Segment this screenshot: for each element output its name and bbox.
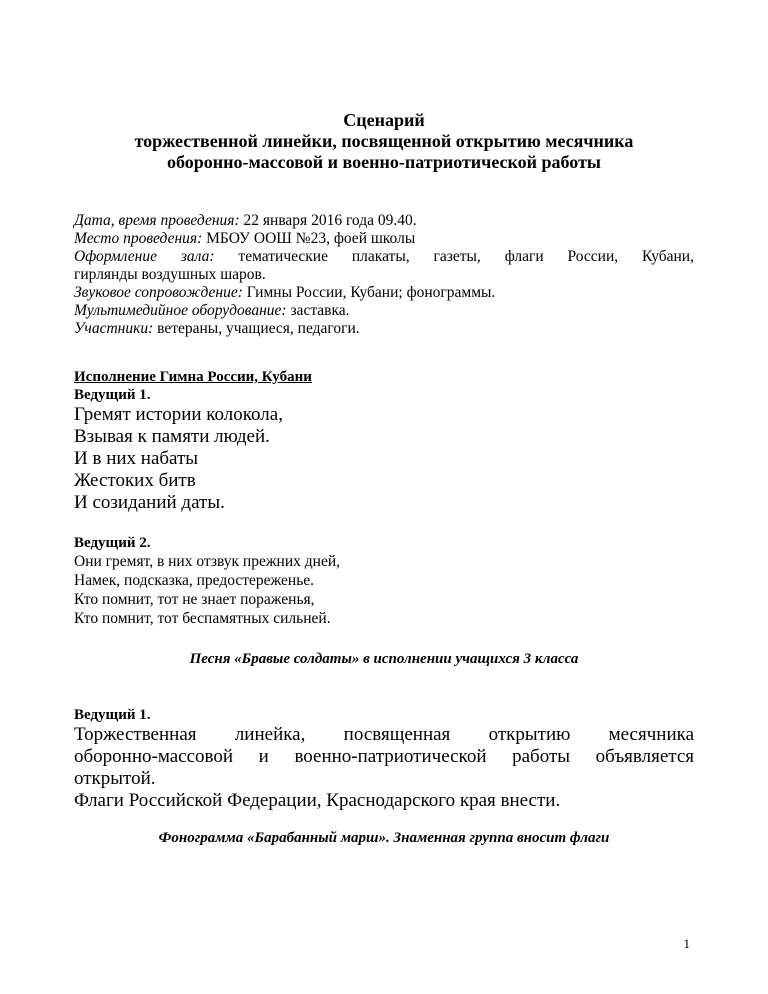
- meta-place-value: МБОУ ООШ №23, фоей школы: [202, 230, 416, 247]
- meta-decor-value-cont: гирлянды воздушных шаров.: [74, 266, 266, 283]
- paragraph-line: оборонно-массовой и военно-патриотической работы объявляется: [74, 746, 694, 767]
- verse-line: Они гремят, в них отзвук прежних дней,: [74, 553, 341, 570]
- verse-line: Взывая к памяти людей.: [74, 426, 270, 447]
- verse-line: Кто помнит, тот не знает пораженья,: [74, 591, 315, 608]
- anthem-heading: Исполнение Гимна России, Кубани: [74, 369, 312, 385]
- verse-line: И созиданий даты.: [74, 492, 225, 513]
- speaker-label: Ведущий 1.: [74, 387, 151, 403]
- meta-media-row: [74, 302, 694, 320]
- meta-decor-label: Оформление зала:: [74, 248, 215, 265]
- paragraph-line: открытой.: [74, 768, 156, 789]
- meta-decor-value: тематические плакаты, газеты, флаги России, Кубани,: [214, 248, 694, 265]
- meta-participants-value: ветераны, учащиеся, педагоги.: [153, 320, 360, 337]
- meta-decor-row-cont: [74, 266, 694, 284]
- meta-media-value: заставка.: [286, 302, 350, 319]
- meta-date-row: [74, 212, 694, 230]
- meta-date-label: Дата, время проведения:: [74, 212, 240, 229]
- song-stage-direction: Песня «Бравые солдаты» в исполнении учащихся 3 класса: [189, 651, 579, 667]
- event-details: [74, 212, 694, 338]
- verse-line: Жестоких битв: [74, 470, 196, 491]
- meta-sound-value: Гимны России, Кубани; фонограммы.: [242, 284, 496, 301]
- meta-participants-label: Участники:: [74, 320, 154, 337]
- title-block: [0, 110, 768, 173]
- meta-sound-label: Звуковое сопровождение:: [74, 284, 243, 301]
- paragraph-line: Торжественная линейка, посвященная открытию месячника: [74, 724, 694, 745]
- meta-sound-row: [74, 284, 694, 302]
- host1-section-b: [74, 706, 694, 812]
- meta-participants-row: [74, 320, 694, 338]
- verse-line: Гремят истории колокола,: [74, 404, 283, 425]
- speaker-label: Ведущий 1.: [74, 707, 151, 723]
- meta-place-row: [74, 230, 694, 248]
- verse-line: Кто помнит, тот беспамятных сильней.: [74, 610, 331, 627]
- speaker-label: Ведущий 2.: [74, 535, 151, 551]
- title-subtitle-line2: оборонно-массовой и военно-патриотической работы: [167, 152, 601, 172]
- meta-date-value: 22 января 2016 года 09.40.: [239, 212, 417, 229]
- meta-place-label: Место проведения:: [74, 230, 203, 247]
- page-number: 1: [683, 936, 690, 951]
- march-stage-direction: Фонограмма «Барабанный марш». Знаменная группа вносит флаги: [158, 830, 610, 846]
- verse-line: И в них набаты: [74, 448, 199, 469]
- host1-section-a: [74, 368, 694, 514]
- paragraph-line: Флаги Российской Федерации, Краснодарского края внести.: [74, 790, 561, 811]
- host2-section: [74, 534, 694, 628]
- meta-media-label: Мультимедийное оборудование:: [74, 302, 287, 319]
- verse-line: Намек, подсказка, предостереженье.: [74, 572, 315, 589]
- meta-decor-row: [74, 248, 694, 266]
- title-heading: Сценарий: [343, 110, 425, 130]
- title-subtitle-line1: торжественной линейки, посвященной открытию месячника: [134, 131, 634, 151]
